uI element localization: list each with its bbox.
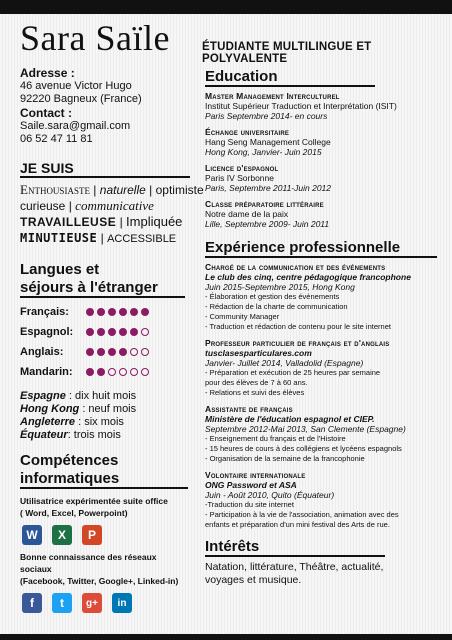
- language-name: Français:: [20, 306, 69, 318]
- level-dot-filled: [97, 348, 105, 356]
- interets-line1: Natation, littérature, Théâtre, actualité,: [205, 561, 384, 573]
- experience-bullet: -Traduction du site internet: [205, 500, 294, 509]
- level-dot-empty: [141, 328, 149, 336]
- education-heading: Education: [205, 68, 375, 87]
- experience-item: [205, 470, 437, 530]
- education-title: Classe préparatoire littéraire: [205, 199, 324, 209]
- level-dot-filled: [108, 328, 116, 336]
- word-icon: W: [22, 525, 42, 545]
- level-dot-filled: [130, 308, 138, 316]
- experience-date: Janvier- Juillet 2014, Valladolid (Espagne): [205, 358, 364, 368]
- experience-bullet: - Enseignement du français et de l'Histoire: [205, 434, 346, 443]
- twitter-icon[interactable]: t: [52, 593, 72, 613]
- contact-label: Contact :: [20, 106, 72, 120]
- level-dot-empty: [141, 368, 149, 376]
- language-row: [20, 342, 190, 362]
- experience-date: Juin 2015-Septembre 2015, Hong Kong: [205, 282, 355, 292]
- education-item: [205, 199, 437, 229]
- experience-bullet: - Community Manager: [205, 312, 280, 321]
- experience-org: Le club des cinq, centre pédagogique francophone: [205, 272, 411, 282]
- right-column: [205, 68, 437, 587]
- language-row: [20, 322, 190, 342]
- education-title: Échange universitaire: [205, 127, 290, 137]
- jesuis-row-2: [20, 198, 190, 214]
- office-line2: ( Word, Excel, Powerpoint): [20, 508, 128, 518]
- experience-org: ONG Password et ASA: [205, 480, 297, 490]
- word-accessible: ACCESSIBLE: [107, 233, 177, 245]
- stay-place: Espagne: [20, 390, 66, 402]
- education-date: Lille, Septembre 2009- Juin 2011: [205, 219, 330, 229]
- tagline: ÉTUDIANTE MULTILINGUE ET POLYVALENTE: [202, 41, 372, 65]
- facebook-icon[interactable]: f: [22, 593, 42, 613]
- separator: |: [149, 183, 153, 197]
- experience-org: Ministère de l'éducation espagnol et CIEP.: [205, 414, 375, 424]
- experience-bullet: - Rédaction de la charte de communication: [205, 302, 348, 311]
- interets-line2: voyages et musique.: [205, 574, 302, 586]
- level-dot-filled: [119, 348, 127, 356]
- stay-duration: : neuf mois: [79, 403, 137, 415]
- education-title: Master Management Interculturel: [205, 91, 340, 101]
- education-date: Hong Kong, Janvier- Juin 2015: [205, 147, 322, 157]
- jesuis-heading: JE SUIS: [20, 160, 190, 178]
- address-label: Adresse :: [20, 66, 75, 80]
- experience-bullet: - Traduction et rédaction de contenu pour le site internet: [205, 322, 391, 331]
- experience-title: Assistante de français: [205, 404, 293, 414]
- stay-row: [20, 416, 190, 429]
- stay-place: Angleterre: [20, 416, 76, 428]
- education-item: [205, 163, 437, 193]
- top-bar: [0, 0, 452, 14]
- experience-item: [205, 404, 437, 464]
- jesuis-row-1: [20, 182, 204, 198]
- education-school: Paris IV Sorbonne: [205, 173, 274, 183]
- language-name: Espagnol:: [20, 326, 74, 338]
- competences-heading-1: Compétences: [20, 452, 119, 469]
- separator: |: [119, 215, 123, 229]
- level-dot-filled: [97, 328, 105, 336]
- experience-title: Professeur particulier de français et d'anglais: [205, 338, 390, 348]
- experience-bullet: - Préparation et exécution de 25 heures par semaine: [205, 368, 381, 377]
- languages-list: [20, 302, 190, 382]
- level-dot-filled: [108, 348, 116, 356]
- language-row: [20, 302, 190, 322]
- experience-heading: Expérience professionnelle: [205, 239, 437, 258]
- level-dot-filled: [141, 308, 149, 316]
- googleplus-icon[interactable]: g+: [82, 593, 102, 613]
- competences-heading-2: informatiques: [20, 470, 188, 489]
- level-dot-filled: [97, 308, 105, 316]
- stay-duration: : trois mois: [67, 429, 121, 441]
- stay-duration: : six mois: [75, 416, 124, 428]
- jesuis-row-3: [20, 214, 190, 230]
- level-dot-empty: [119, 368, 127, 376]
- education-item: [205, 127, 437, 157]
- stays-list: [20, 390, 190, 442]
- level-dot-filled: [86, 308, 94, 316]
- education-school: Hang Seng Management College: [205, 137, 331, 147]
- word-communicative: communicative: [75, 198, 154, 213]
- language-level-dots: [86, 368, 149, 376]
- education-school: Institut Supérieur Traduction et Interprétation (ISIT): [205, 101, 397, 111]
- level-dot-filled: [97, 368, 105, 376]
- experience-date: Septembre 2012-Mai 2013, San Clemente (Espagne): [205, 424, 406, 434]
- separator: |: [68, 199, 72, 213]
- office-icons: [22, 525, 190, 545]
- languages-heading-2: séjours à l'étranger: [20, 279, 185, 298]
- level-dot-filled: [130, 328, 138, 336]
- linkedin-icon[interactable]: in: [112, 593, 132, 613]
- stay-duration: : dix huit mois: [65, 390, 137, 402]
- experience-title: Volontaire internationale: [205, 470, 306, 480]
- stay-row: [20, 403, 190, 416]
- address-line2: 92220 Bagneux (France): [20, 93, 142, 105]
- social-line1: Bonne connaissance des réseaux sociaux: [20, 552, 157, 574]
- word-travailleuse: TRAVAILLEUSE: [20, 215, 117, 229]
- word-naturelle: naturelle: [99, 183, 146, 197]
- education-school: Notre dame de la paix: [205, 209, 289, 219]
- separator: |: [93, 183, 97, 197]
- level-dot-filled: [86, 328, 94, 336]
- language-level-dots: [86, 348, 149, 356]
- level-dot-empty: [130, 368, 138, 376]
- language-level-dots: [86, 308, 149, 316]
- phone: 06 52 47 11 81: [20, 133, 93, 145]
- word-impliquee: Impliquée: [126, 214, 183, 229]
- language-row: [20, 362, 190, 382]
- stay-row: [20, 390, 190, 403]
- education-list: [205, 91, 437, 229]
- level-dot-filled: [108, 308, 116, 316]
- experience-item: [205, 262, 437, 332]
- language-name: Anglais:: [20, 346, 64, 358]
- candidate-name: Sara Saïle: [20, 18, 170, 58]
- social-icons: [22, 593, 190, 613]
- experience-bullet: enfants et préparation d'un mini festival des Arts de rue.: [205, 520, 390, 529]
- education-title: Licence d'espagnol: [205, 163, 279, 173]
- level-dot-empty: [130, 348, 138, 356]
- separator: |: [100, 231, 104, 245]
- experience-bullet: - 15 heures de cours à des collégiens et lycéens espagnols: [205, 444, 402, 453]
- stay-place: Hong Kong: [20, 403, 80, 415]
- level-dot-empty: [141, 348, 149, 356]
- experience-date: Juin - Août 2010, Quito (Équateur): [205, 490, 335, 500]
- experience-bullet: - Organisation de la semaine de la francophonie: [205, 454, 365, 463]
- word-curieuse: curieuse: [20, 199, 66, 213]
- level-dot-filled: [119, 328, 127, 336]
- languages-heading-1: Langues et: [20, 261, 100, 278]
- powerpoint-icon: P: [82, 525, 102, 545]
- word-optimiste: optimiste: [155, 183, 204, 197]
- level-dot-filled: [119, 308, 127, 316]
- office-line1: Utilisatrice expérimentée suite office: [20, 496, 168, 506]
- jesuis-row-4: [20, 230, 190, 247]
- level-dot-filled: [86, 348, 94, 356]
- experience-bullet: - Participation à la vie de l'association, animation avec des: [205, 510, 399, 519]
- experience-bullet: - Relations et suivi des élèves: [205, 388, 305, 397]
- interets-heading: Intérêts: [205, 538, 385, 557]
- level-dot-filled: [86, 368, 94, 376]
- bottom-bar: [0, 634, 452, 640]
- address-line1: 46 avenue Victor Hugo: [20, 80, 132, 92]
- language-level-dots: [86, 328, 149, 336]
- social-line2: (Facebook, Twitter, Google+, Linked-in): [20, 576, 179, 586]
- education-date: Paris Septembre 2014- en cours: [205, 111, 328, 121]
- email[interactable]: Saile.sara@gmail.com: [20, 120, 131, 132]
- level-dot-empty: [108, 368, 116, 376]
- experience-bullet: pour des élèves de 7 à 60 ans.: [205, 378, 308, 387]
- stay-row: [20, 429, 190, 442]
- word-minutieuse: MINUTIEUSE: [20, 231, 98, 245]
- word-enthousiaste: Enthousiaste: [20, 182, 90, 197]
- language-name: Mandarin:: [20, 366, 73, 378]
- experience-list: [205, 262, 437, 530]
- left-column: [20, 66, 204, 619]
- stay-place: Équateur: [20, 429, 68, 441]
- experience-org: tusclasesparticulares.com: [205, 348, 312, 358]
- education-date: Paris, Septembre 2011-Juin 2012: [205, 183, 332, 193]
- experience-item: [205, 338, 437, 398]
- experience-title: Chargé de la communication et des événements: [205, 262, 386, 272]
- experience-bullet: - Élaboration et gestion des événements: [205, 292, 340, 301]
- excel-icon: X: [52, 525, 72, 545]
- education-item: [205, 91, 437, 121]
